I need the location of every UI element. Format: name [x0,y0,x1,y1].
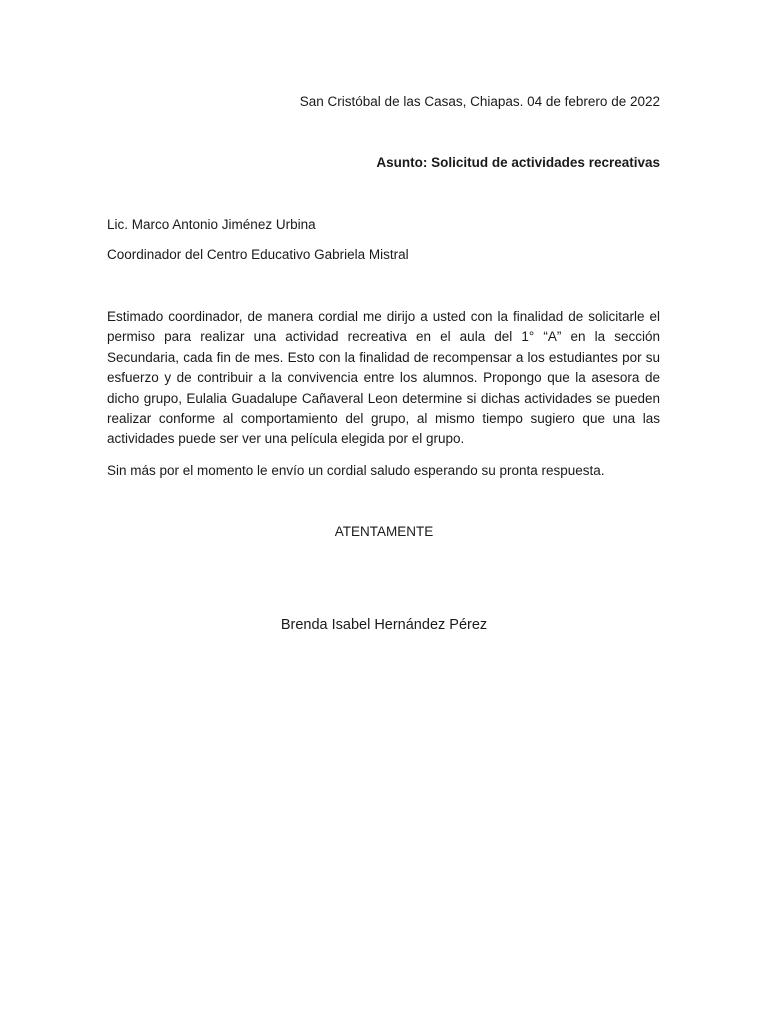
signature-name: Brenda Isabel Hernández Pérez [280,617,488,633]
recipient-title: Coordinador del Centro Educativo Gabriela Mistral [107,247,409,262]
closing-salutation: ATENTAMENTE [334,524,434,539]
recipient-name: Lic. Marco Antonio Jiménez Urbina [107,217,316,232]
body-paragraph-request: Estimado coordinador, de manera cordial me dirijo a usted con la finalidad de solicitarle el permiso para realizar una actividad recreativa en el aula del 1° “A” en la sección Secundaria, cada fin de mes. Esto con la finalidad de recompensar a los estudiantes por su esfuerzo y de contribuir a la convivencia entre los alumnos. Propongo que la asesora de dicho grupo, Eulalia Guadalupe Cañaveral Leon determine si dichas actividades se pueden realizar conforme al comportamiento del grupo, al mismo tiempo sugiero que una las actividades puede ser ver una película elegida por el grupo. [107,309,660,447]
place-date: San Cristóbal de las Casas, Chiapas. 04 de febrero de 2022 [299,94,660,109]
subject-line: Asunto: Solicitud de actividades recreativas [376,155,660,170]
body-paragraph-farewell: Sin más por el momento le envío un cordial saludo esperando su pronta respuesta. [107,463,605,478]
